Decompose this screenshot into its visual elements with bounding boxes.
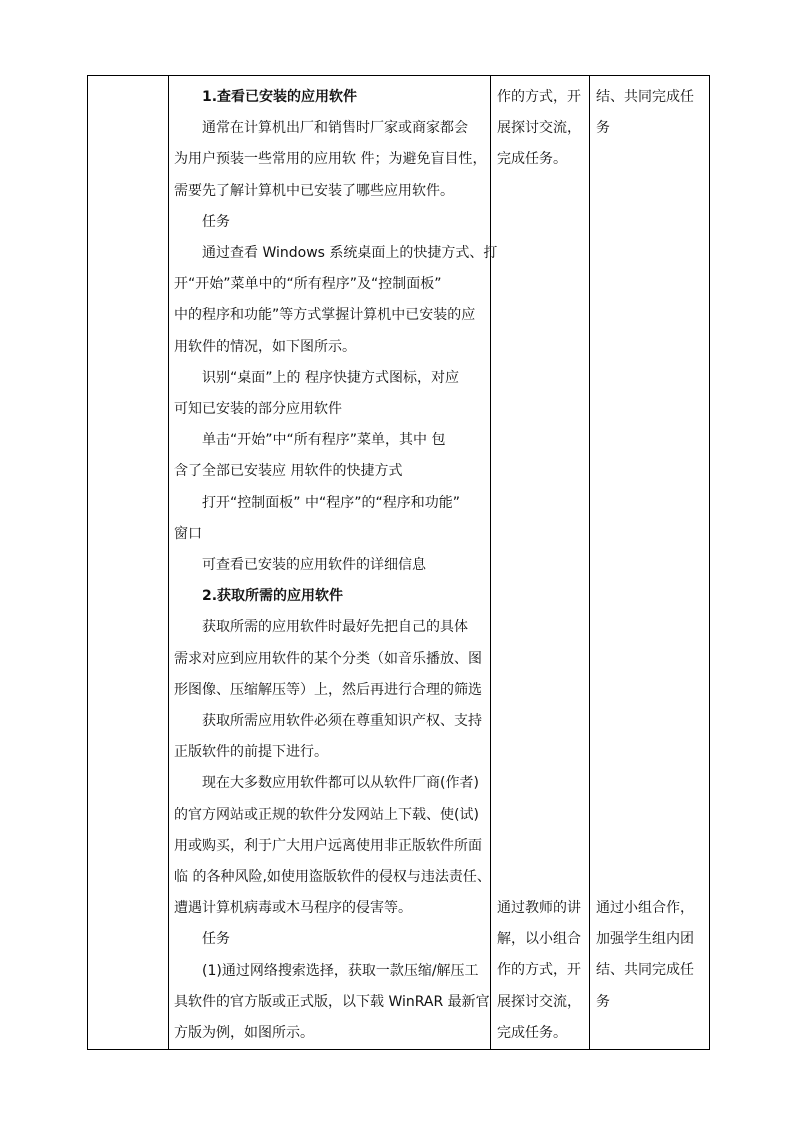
- text-line: 任务: [202, 213, 230, 230]
- text-line: 形图像、压缩解压等）上，然后再进行合理的筛选: [174, 681, 482, 698]
- text-line: 窗口: [174, 525, 202, 542]
- text-line: 解，以小组合: [497, 931, 581, 948]
- text-line: 2.获取所需的应用软件: [202, 588, 344, 605]
- text-line: 具软件的官方版或正式版，以下载 WinRAR 最新官: [174, 993, 490, 1010]
- text-line: 通过教师的讲: [497, 900, 581, 916]
- teacher-activity-cell: [491, 76, 590, 1050]
- text-line: 务: [596, 120, 610, 137]
- text-line: 1.查看已安装的应用软件: [202, 89, 358, 105]
- text-line: 加强学生组内团: [596, 931, 694, 948]
- text-line: 任务: [202, 931, 230, 948]
- text-line: 识别“桌面”上的 程序快捷方式图标，对应: [202, 369, 459, 386]
- teacher-activity-bottom: [497, 893, 587, 1049]
- text-line: 作的方式，开: [497, 89, 581, 105]
- text-line: 含了全部已安装应 用软件的快捷方式: [174, 463, 403, 480]
- text-line: 开“开始”菜单中的“所有程序”及“控制面板”: [174, 276, 442, 293]
- text-line: 完成任务。: [497, 1024, 567, 1041]
- text-line: 展探讨交流，: [497, 120, 581, 137]
- text-line: 单击“开始”中“所有程序”菜单，其中 包: [202, 432, 446, 449]
- text-line: 可知已安装的部分应用软件: [174, 401, 342, 418]
- text-line: 正版软件的前提下进行。: [174, 744, 328, 761]
- design-intent-bottom: [596, 893, 707, 1018]
- text-line: 现在大多数应用软件都可以从软件厂商(作者): [202, 775, 479, 792]
- text-line: 的官方网站或正规的软件分发网站上下载、使(试): [174, 806, 479, 823]
- text-line: 用或购买，利于广大用户远离使用非正版软件所面: [174, 837, 482, 854]
- content-cell: [169, 76, 498, 1050]
- teaching-content: [169, 76, 498, 1049]
- text-line: 通过查看 Windows 系统桌面上的快捷方式、打: [202, 245, 498, 262]
- text-line: 遭遇计算机病毒或木马程序的侵害等。: [174, 900, 412, 917]
- table-row: [88, 76, 710, 1050]
- text-line: 结、共同完成任: [596, 89, 694, 105]
- text-line: 结、共同完成任: [596, 962, 694, 979]
- lesson-plan-table: [87, 75, 710, 1050]
- text-line: 通过小组合作，: [596, 900, 694, 916]
- text-line: 临 的各种风险,如使用盗版软件的侵权与违法责任、: [174, 869, 491, 886]
- text-line: 务: [596, 993, 610, 1010]
- teacher-activity-top: [497, 82, 587, 176]
- text-line: 获取所需应用软件必须在尊重知识产权、支持: [202, 713, 482, 730]
- text-line: 打开“控制面板” 中“程序”的“程序和功能”: [202, 494, 460, 511]
- text-line: 方版为例，如图所示。: [174, 1025, 314, 1042]
- design-intent-cell: [590, 76, 710, 1050]
- text-line: 展探讨交流，: [497, 993, 581, 1010]
- stage-cell: [88, 76, 169, 1050]
- text-line: 中的程序和功能”等方式掌握计算机中已安装的应: [174, 307, 476, 324]
- text-line: 需要先了解计算机中已安装了哪些应用软件。: [174, 182, 454, 199]
- text-line: 通常在计算机出厂和销售时厂家或商家都会: [202, 120, 468, 137]
- text-line: 完成任务。: [497, 151, 567, 168]
- text-line: (1)通过网络搜索选择，获取一款压缩/解压工: [202, 962, 479, 979]
- design-intent-top: [596, 82, 707, 144]
- text-line: 获取所需的应用软件时最好先把自己的具体: [202, 619, 468, 636]
- text-line: 可查看已安装的应用软件的详细信息: [202, 557, 426, 574]
- text-line: 需求对应到应用软件的某个分类（如音乐播放、图: [174, 650, 482, 667]
- text-line: 作的方式，开: [497, 962, 581, 979]
- text-line: 用软件的情况，如下图所示。: [174, 338, 356, 355]
- text-line: 为用户预装一些常用的应用软 件；为避免盲目性，: [174, 151, 487, 168]
